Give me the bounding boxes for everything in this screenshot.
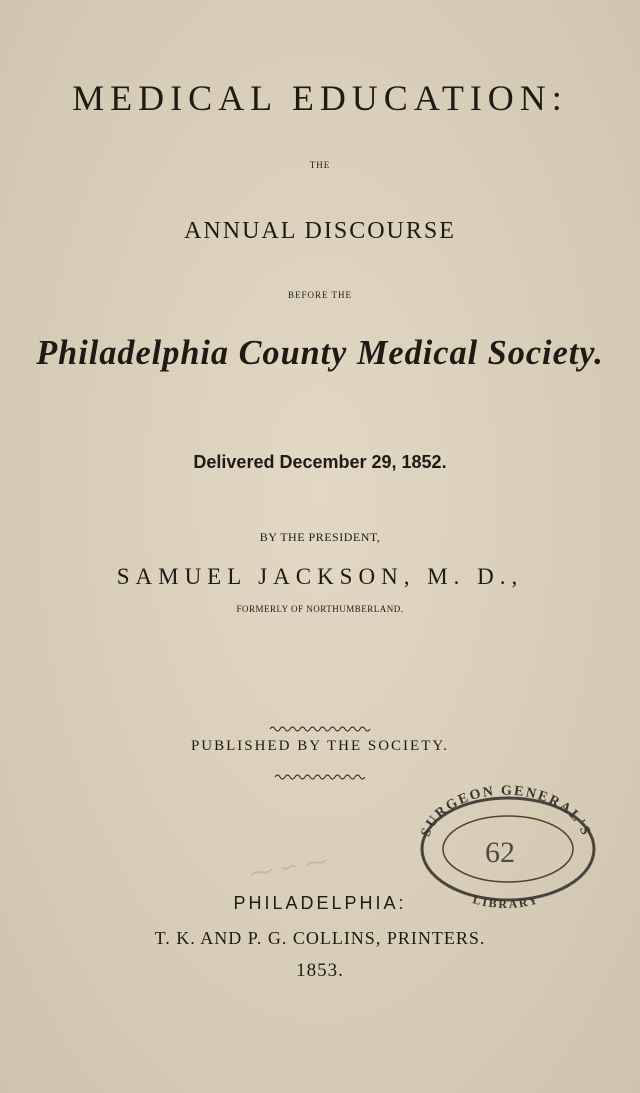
printer-name: T. K. AND P. G. COLLINS, PRINTERS.	[154, 928, 486, 948]
book-title: MEDICAL EDUCATION:	[72, 78, 568, 118]
library-stamp	[400, 783, 600, 912]
decorative-rule-top	[270, 725, 370, 733]
faint-handwritten-mark: ⁓ ∽ ⁓	[247, 848, 331, 888]
author-origin: FORMERLY OF NORTHUMBERLAND.	[236, 604, 404, 614]
delivery-date: Delivered December 29, 1852.	[193, 452, 447, 472]
author-name: SAMUEL JACKSON, M. D.,	[116, 564, 524, 589]
stamp-top-text: SURGEON GENERAL'S	[418, 783, 594, 839]
society-name: Philadelphia County Medical Society.	[36, 333, 604, 372]
publication-city: PHILADELPHIA:	[233, 893, 407, 913]
the-label: THE	[309, 160, 331, 170]
svg-text:SURGEON GENERAL'S	[419, 784, 594, 839]
before-label: BEFORE THE	[287, 290, 353, 300]
stamp-number: 62	[485, 836, 515, 869]
publication-year: 1853.	[296, 960, 344, 981]
discourse-heading: ANNUAL DISCOURSE	[184, 218, 456, 244]
byline: BY THE PRESIDENT,	[259, 530, 381, 544]
stamp-bottom-text: LIBRARY	[471, 892, 541, 912]
decorative-rule-bottom	[275, 773, 365, 781]
publisher-line: PUBLISHED BY THE SOCIETY.	[190, 738, 450, 754]
